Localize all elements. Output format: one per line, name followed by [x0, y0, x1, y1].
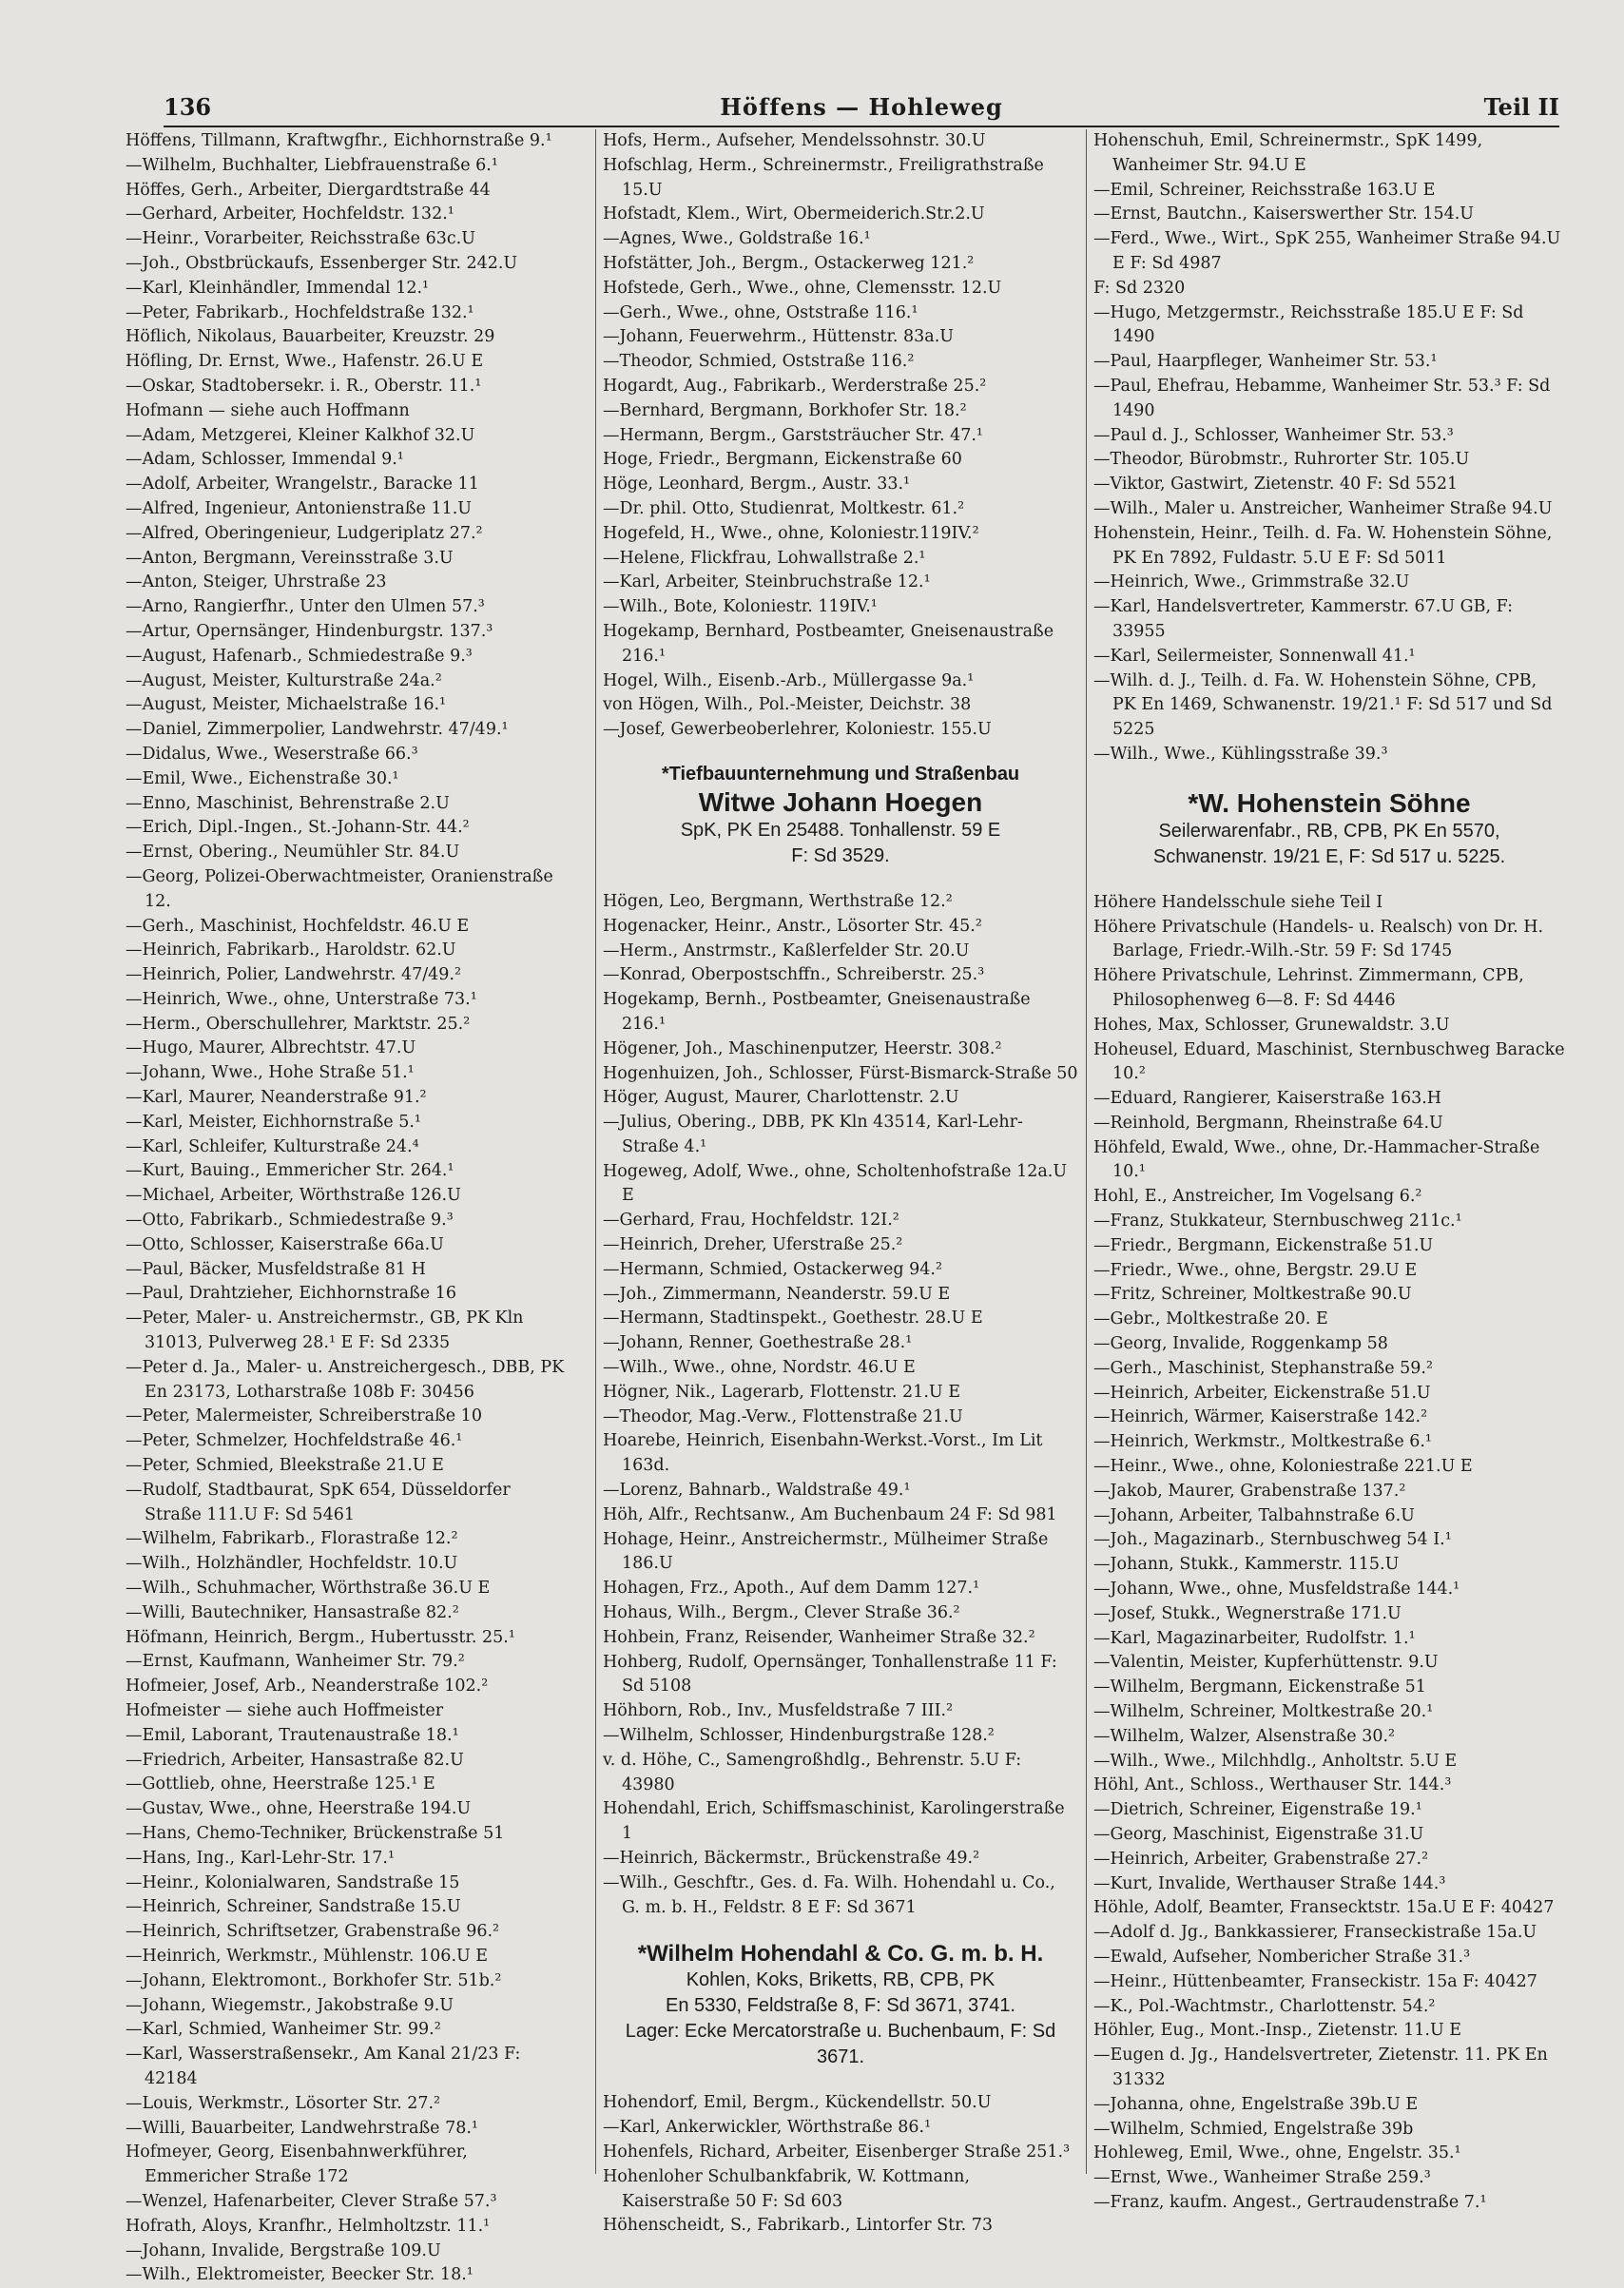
- directory-entry: Hohleweg, Emil, Wwe., ohne, Engelstr. 35.¹: [1093, 2143, 1461, 2163]
- ad-kicker: *Tiefbauunternehmung und Straßenbau: [661, 763, 1020, 785]
- directory-entry: Höhere Privatschule (Handels- u. Realsch) von Dr. H. Barlage, Friedr.-Wilh.-Str. 59 F: Sd 1745: [1093, 917, 1544, 961]
- directory-entry: —Alfred, Ingenieur, Antonienstraße 11.U: [126, 498, 473, 518]
- ad-line: En 5330, Feldstraße 8, F: Sd 3671, 3741.: [665, 1995, 1015, 2017]
- entry-list: [1093, 129, 1565, 767]
- directory-entry: Hohenfels, Richard, Arbeiter, Eisenberger Straße 251.³: [603, 2142, 1071, 2162]
- directory-entry: —Paul, Drahtzieher, Eichhornstraße 16: [126, 1284, 456, 1304]
- directory-entry: —Georg, Maschinist, Eigenstraße 31.U: [1093, 1825, 1424, 1844]
- directory-entry: Höflich, Nikolaus, Bauarbeiter, Kreuzstr. 29: [126, 327, 495, 347]
- directory-entry: Högener, Joh., Maschinenputzer, Heerstr. 308.²: [603, 1038, 1002, 1058]
- directory-entry: —Gottlieb, ohne, Heerstraße 125.¹ E: [126, 1774, 435, 1794]
- directory-entry: —Anton, Bergmann, Vereinsstraße 3.U: [126, 548, 454, 568]
- part-label: Teil II: [1483, 93, 1559, 121]
- directory-entry: —Paul, Bäcker, Musfeldstraße 81 H: [126, 1259, 426, 1279]
- ad-line: Lager: Ecke Mercatorstraße u. Buchenbaum, F: Sd 3671.: [625, 2021, 1056, 2068]
- directory-entry: —Heinrich, Bäckermstr., Brückenstraße 49.²: [603, 1849, 980, 1868]
- directory-entry: Hogekamp, Bernhard, Postbeamter, Gneisenaustraße 216.¹: [603, 621, 1054, 666]
- directory-entry: —Emil, Laborant, Trautenaustraße 18.¹: [126, 1725, 459, 1745]
- directory-entry: Hoheusel, Eduard, Maschinist, Sternbuschweg Baracke 10.²: [1093, 1039, 1565, 1084]
- directory-entry: —Alfred, Oberingenieur, Ludgeriplatz 27.²: [126, 523, 483, 543]
- directory-entry: Höhere Privatschule, Lehrinst. Zimmermann, CPB, Philosophenweg 6—8. F: Sd 4446: [1093, 966, 1524, 1010]
- directory-entry: —Artur, Opernsänger, Hindenburgstr. 137.³: [126, 621, 493, 641]
- directory-entry: —Adam, Schlosser, Immendal 9.¹: [126, 450, 404, 470]
- directory-entry: —Viktor, Gastwirt, Zietenstr. 40 F: Sd 5521: [1093, 475, 1459, 494]
- directory-entry: Hohenloher Schulbankfabrik, W. Kottmann, Kaiserstraße 50 F: Sd 603: [603, 2166, 971, 2211]
- directory-entry: —Hugo, Metzgermstr., Reichsstraße 185.U E F: Sd 1490: [1093, 302, 1524, 347]
- directory-entry: Höhle, Adolf, Beamter, Fransecktstr. 15a.U E F: 40427: [1093, 1898, 1555, 1918]
- directory-entry: Hofstede, Gerh., Wwe., ohne, Clemensstr. 12.U: [603, 278, 1002, 298]
- directory-entry: —Wilh., Elektromeister, Beecker Str. 18.¹: [126, 2265, 474, 2285]
- directory-entry: Höhfeld, Ewald, Wwe., ohne, Dr.-Hammacher-Straße 10.¹: [1093, 1137, 1540, 1182]
- directory-entry: —Peter, Malermeister, Schreiberstraße 10: [126, 1406, 482, 1426]
- directory-entry: —Heinrich, Schreiner, Sandstraße 15.U: [126, 1897, 461, 1917]
- directory-entry: —Heinrich, Arbeiter, Grabenstraße 27.²: [1093, 1849, 1429, 1869]
- directory-entry: —Karl, Wasserstraßensekr., Am Kanal 21/23 F: 42184: [126, 2045, 521, 2088]
- directory-entry: —Friedr., Bergmann, Eickenstraße 51.U: [1093, 1235, 1434, 1255]
- directory-entry: Hofschlag, Herm., Schreinermstr., Freiligrathstraße 15.U: [603, 155, 1044, 200]
- column-1: [126, 129, 572, 2285]
- directory-entry: —Ernst, Kaufmann, Wanheimer Str. 79.²: [126, 1652, 465, 1672]
- directory-entry: —Erich, Dipl.-Ingen., St.-Johann-Str. 44.²: [126, 818, 470, 838]
- directory-entry: —Eugen d. Jg., Handelsvertreter, Zietenstr. 11. PK En 31332: [1093, 2046, 1548, 2089]
- column-divider: [595, 129, 596, 2174]
- directory-entry: Hofstätter, Joh., Bergm., Ostackerweg 121.²: [603, 253, 975, 273]
- directory-entry: F: Sd 2320: [1093, 278, 1186, 298]
- directory-entry: —Theodor, Mag.-Verw., Flottenstraße 21.U: [603, 1406, 963, 1426]
- directory-entry: v. d. Höhe, C., Samengroßhdlg., Behrenstr. 5.U F: 43980: [603, 1750, 1022, 1794]
- directory-entry: —Kurt, Bauing., Emmericher Str. 264.¹: [126, 1161, 454, 1181]
- directory-entry: —Hermann, Stadtinspekt., Goethestr. 28.U E: [603, 1309, 983, 1328]
- advertisement-hoegen: [603, 764, 1078, 869]
- directory-entry: Hohage, Heinr., Anstreichermstr., Mülheimer Straße 186.U: [603, 1529, 1049, 1574]
- directory-entry: —Johann, Wwe., ohne, Musfeldstraße 144.¹: [1093, 1580, 1460, 1600]
- directory-entry: Hoge, Friedr., Bergmann, Eickenstraße 60: [603, 450, 962, 470]
- directory-entry: —Heinrich, Werkmstr., Mühlenstr. 106.U E: [126, 1946, 489, 1966]
- directory-entry: —Paul, Ehefrau, Hebamme, Wanheimer Str. 53.³ F: Sd 1490: [1093, 376, 1551, 420]
- directory-entry: —Wilhelm, Fabrikarb., Florastraße 12.²: [126, 1529, 458, 1549]
- directory-entry: —Karl, Kleinhändler, Immendal 12.¹: [126, 278, 430, 298]
- directory-entry: —Gerh., Wwe., ohne, Oststraße 116.¹: [603, 302, 918, 322]
- directory-entry: —Kurt, Invalide, Werthauser Straße 144.³: [1093, 1873, 1446, 1893]
- directory-entry: —August, Meister, Kulturstraße 24a.²: [126, 670, 442, 690]
- directory-entry: —Oskar, Stadtobersekr. i. R., Oberstr. 11.¹: [126, 376, 482, 396]
- directory-entry: —Gerh., Maschinist, Stephanstraße 59.²: [1093, 1358, 1433, 1378]
- entry-list: [603, 129, 1078, 743]
- directory-entry: —Wilh., Maler u. Anstreicher, Wanheimer Straße 94.U: [1093, 498, 1553, 518]
- directory-entry: Höhere Handelsschule siehe Teil I: [1093, 892, 1383, 912]
- advertisement-hohendahl: [603, 1941, 1078, 2070]
- directory-entry: —Rudolf, Stadtbaurat, SpK 654, Düsseldorfer Straße 111.U F: Sd 5461: [126, 1480, 511, 1524]
- directory-entry: Hogardt, Aug., Fabrikarb., Werderstraße 25.²: [603, 376, 987, 396]
- directory-entry: —Heinrich, Arbeiter, Eickenstraße 51.U: [1093, 1383, 1431, 1403]
- directory-entry: —Reinhold, Bergmann, Rheinstraße 64.U: [1093, 1113, 1443, 1133]
- directory-entry: Hohendahl, Erich, Schiffsmaschinist, Karolingerstraße 1: [603, 1799, 1065, 1844]
- directory-entry: —Karl, Ankerwickler, Wörthstraße 86.¹: [603, 2118, 932, 2138]
- directory-entry: Höhenscheidt, S., Fabrikarb., Lintorfer Str. 73: [603, 2216, 994, 2236]
- directory-entry: —Peter, Fabrikarb., Hochfeldstraße 132.¹: [126, 302, 474, 322]
- directory-entry: Höfling, Dr. Ernst, Wwe., Hafenstr. 26.U E: [126, 352, 484, 372]
- directory-entry: —Friedrich, Arbeiter, Hansastraße 82.U: [126, 1750, 464, 1770]
- directory-entry: —Peter, Schmied, Bleekstraße 21.U E: [126, 1456, 444, 1476]
- directory-entry: —Enno, Maschinist, Behrenstraße 2.U: [126, 793, 450, 813]
- directory-entry: —Gerh., Maschinist, Hochfeldstr. 46.U E: [126, 916, 470, 936]
- directory-entry: —Heinrich, Dreher, Uferstraße 25.²: [603, 1235, 903, 1255]
- directory-entry: Höhler, Eug., Mont.-Insp., Zietenstr. 11.U E: [1093, 2021, 1462, 2041]
- directory-entry: —Gustav, Wwe., ohne, Heerstraße 194.U: [126, 1799, 472, 1819]
- directory-entry: —Adolf d. Jg., Bankkassierer, Franseckistraße 15a.U: [1093, 1923, 1537, 1943]
- entry-list: [1093, 891, 1565, 2216]
- directory-entry: Hogefeld, H., Wwe., ohne, Koloniestr.119IV.²: [603, 523, 979, 543]
- directory-entry: —Johann, Wiegemstr., Jakobstraße 9.U: [126, 1995, 454, 2015]
- directory-entry: Högner, Nik., Lagerarb, Flottenstr. 21.U E: [603, 1382, 960, 1402]
- directory-entry: —Daniel, Zimmerpolier, Landwehrstr. 47/49.¹: [126, 720, 509, 740]
- directory-entry: —Johann, Wwe., Hohe Straße 51.¹: [126, 1063, 415, 1083]
- directory-entry: —Georg, Invalide, Roggenkamp 58: [1093, 1334, 1388, 1354]
- directory-entry: —Heinr., Vorarbeiter, Reichsstraße 63c.U: [126, 229, 475, 249]
- directory-entry: —Paul d. J., Schlosser, Wanheimer Str. 53.³: [1093, 425, 1454, 445]
- directory-entry: —Peter, Schmelzer, Hochfeldstraße 46.¹: [126, 1431, 463, 1451]
- directory-entry: —Heinrich, Wwe., Grimmstraße 32.U: [1093, 572, 1410, 592]
- directory-entry: —Adolf, Arbeiter, Wrangelstr., Baracke 11: [126, 475, 479, 494]
- directory-entry: —Wilhelm, Schreiner, Moltkestraße 20.¹: [1093, 1702, 1434, 1722]
- directory-entry: —Karl, Meister, Eichhornstraße 5.¹: [126, 1112, 421, 1132]
- directory-entry: —Wilh., Schuhmacher, Wörthstraße 36.U E: [126, 1579, 491, 1599]
- directory-entry: —Wilh., Wwe., Milchhdlg., Anholtstr. 5.U E: [1093, 1751, 1458, 1771]
- directory-entry: —Heinrich, Wärmer, Kaiserstraße 142.²: [1093, 1407, 1428, 1427]
- directory-entry: —Willi, Bauarbeiter, Landwehrstraße 78.¹: [126, 2118, 478, 2138]
- directory-entry: —Konrad, Oberpostschffn., Schreiberstr. 25.³: [603, 965, 985, 985]
- ad-company-name: *W. Hohenstein Söhne: [1188, 787, 1471, 818]
- directory-entry: —Herm., Oberschullehrer, Marktstr. 25.²: [126, 1014, 471, 1034]
- directory-entry: —Karl, Seilermeister, Sonnenwall 41.¹: [1093, 646, 1416, 666]
- directory-entry: —Karl, Magazinarbeiter, Rudolfstr. 1.¹: [1093, 1628, 1416, 1648]
- directory-entry: —Otto, Fabrikarb., Schmiedestraße 9.³: [126, 1211, 454, 1231]
- directory-entry: Hohendorf, Emil, Bergm., Kückendellstr. 50.U: [603, 2093, 992, 2113]
- entry-list: [603, 2091, 1078, 2239]
- directory-entry: —Theodor, Schmied, Oststraße 116.²: [603, 352, 915, 372]
- ad-line: Kohlen, Koks, Briketts, RB, CPB, PK: [686, 1969, 996, 1991]
- directory-entry: —Didalus, Wwe., Weserstraße 66.³: [126, 744, 418, 764]
- directory-entry: —Heinr., Hüttenbeamter, Franseckistr. 15a F: 40427: [1093, 1971, 1537, 1991]
- directory-entry: —Paul, Haarpfleger, Wanheimer Str. 53.¹: [1093, 352, 1438, 372]
- directory-entry: Höffens, Tillmann, Kraftwgfhr., Eichhornstraße 9.¹: [126, 131, 552, 150]
- directory-entry: Hofs, Herm., Aufseher, Mendelssohnstr. 30.U: [603, 131, 986, 150]
- directory-entry: —Josef, Gewerbeoberlehrer, Koloniestr. 155.U: [603, 720, 992, 740]
- directory-entry: —Adam, Metzgerei, Kleiner Kalkhof 32.U: [126, 425, 475, 445]
- directory-entry: Höffes, Gerh., Arbeiter, Diergardtstraße 44: [126, 180, 491, 200]
- directory-entry: —Ewald, Aufseher, Nombericher Straße 31.³: [1093, 1947, 1471, 1967]
- directory-entry: —Eduard, Rangierer, Kaiserstraße 163.H: [1093, 1089, 1442, 1109]
- directory-entry: —Bernhard, Bergmann, Borkhofer Str. 18.²: [603, 400, 967, 420]
- directory-entry: —Theodor, Bürobmstr., Ruhrorter Str. 105.U: [1093, 450, 1470, 470]
- ad-company-name: Witwe Johann Hoegen: [698, 786, 983, 817]
- directory-entry: —Arno, Rangierfhr., Unter den Ulmen 57.³: [126, 597, 485, 617]
- directory-entry: Hofmeier, Josef, Arb., Neanderstraße 102.²: [126, 1677, 489, 1697]
- directory-entry: Höge, Leonhard, Bergm., Austr. 33.¹: [603, 475, 911, 494]
- directory-entry: Hohaus, Wilh., Bergm., Clever Straße 36.²: [603, 1603, 960, 1623]
- directory-entry: —Joh., Obstbrückaufs, Essenberger Str. 242.U: [126, 253, 518, 273]
- entry-list: [603, 890, 1078, 1920]
- page-number: 136: [164, 93, 212, 121]
- directory-entry: —Helene, Flickfrau, Lohwallstraße 2.¹: [603, 548, 926, 568]
- directory-entry: —Otto, Schlosser, Kaiserstraße 66a.U: [126, 1234, 444, 1254]
- directory-entry: —Heinrich, Wwe., ohne, Unterstraße 73.¹: [126, 989, 477, 1009]
- ad-line: Schwanenstr. 19/21 E, F: Sd 517 u. 5225.: [1152, 845, 1506, 867]
- directory-entry: Höhborn, Rob., Inv., Musfeldstraße 7 III.²: [603, 1701, 954, 1721]
- directory-entry: —Emil, Schreiner, Reichsstraße 163.U E: [1093, 180, 1436, 200]
- directory-entry: —Karl, Handelsvertreter, Kammerstr. 67.U GB, F: 33955: [1093, 597, 1514, 641]
- directory-entry: —Friedr., Wwe., ohne, Bergstr. 29.U E: [1093, 1260, 1418, 1280]
- directory-entry: —Hans, Chemo-Techniker, Brückenstraße 51: [126, 1823, 505, 1843]
- directory-entry: Hogel, Wilh., Eisenb.-Arb., Müllergasse 9a.¹: [603, 670, 975, 690]
- directory-entry: —Johann, Stukk., Kammerstr. 115.U: [1093, 1555, 1400, 1575]
- directory-entry: —Wenzel, Hafenarbeiter, Clever Straße 57.³: [126, 2191, 497, 2211]
- directory-entry: —Wilh., Wwe., ohne, Nordstr. 46.U E: [603, 1358, 916, 1378]
- directory-entry: Hogenhuizen, Joh., Schlosser, Fürst-Bismarck-Straße 50: [603, 1063, 1078, 1083]
- directory-entry: —Johanna, ohne, Engelstraße 39b.U E: [1093, 2094, 1419, 2114]
- directory-entry: —Louis, Werkmstr., Lösorter Str. 27.²: [126, 2093, 441, 2113]
- directory-entry: —Johann, Invalide, Bergstraße 109.U: [126, 2240, 441, 2260]
- directory-entry: —Heinrich, Schriftsetzer, Grabenstraße 96.²: [126, 1922, 500, 1942]
- directory-entry: —Wilhelm, Schlosser, Hindenburgstraße 128.²: [603, 1726, 995, 1746]
- directory-entry: —Karl, Maurer, Neanderstraße 91.²: [126, 1088, 427, 1108]
- directory-entry: —Gebr., Moltkestraße 20. E: [1093, 1309, 1328, 1329]
- directory-entry: —Hugo, Maurer, Albrechtstr. 47.U: [126, 1038, 416, 1058]
- directory-entry: —Agnes, Wwe., Goldstraße 16.¹: [603, 229, 871, 249]
- directory-entry: —Ernst, Obering., Neumühler Str. 84.U: [126, 843, 460, 863]
- directory-entry: —August, Meister, Michaelstraße 16.¹: [126, 695, 447, 715]
- directory-entry: —Emil, Wwe., Eichenstraße 30.¹: [126, 768, 399, 788]
- ad-line: F: Sd 3529.: [791, 844, 890, 866]
- column-3: [1093, 129, 1565, 2250]
- directory-entry: —Franz, kaufm. Angest., Gertraudenstraße 7.¹: [1093, 2192, 1487, 2212]
- column-2: [603, 129, 1078, 2250]
- directory-entry: Högen, Leo, Bergmann, Werthstraße 12.²: [603, 891, 953, 911]
- directory-entry: Hohl, E., Anstreicher, Im Vogelsang 6.²: [1093, 1187, 1422, 1207]
- directory-entry: —Hans, Ing., Karl-Lehr-Str. 17.¹: [126, 1848, 395, 1868]
- page-range-title: Höffens — Hohleweg: [720, 93, 1003, 121]
- directory-entry: Höhl, Ant., Schloss., Werthauser Str. 144.³: [1093, 1775, 1452, 1795]
- directory-entry: Höfmann, Heinrich, Bergm., Hubertusstr. 25.¹: [126, 1627, 515, 1647]
- ad-company-name: *Wilhelm Hohendahl & Co. G. m. b. H.: [637, 1941, 1044, 1968]
- ad-line: Seilerwarenfabr., RB, CPB, PK En 5570,: [1158, 820, 1500, 842]
- directory-entry: —Julius, Obering., DBB, PK Kln 43514, Karl-Lehr-Straße 4.¹: [603, 1113, 1023, 1156]
- directory-entry: —Wilhelm, Buchhalter, Liebfrauenstraße 6.¹: [126, 155, 498, 175]
- directory-entry: Hohenschuh, Emil, Schreinermstr., SpK 1499, Wanheimer Str. 94.U E: [1093, 131, 1483, 175]
- directory-entry: —Gerhard, Arbeiter, Hochfeldstr. 132.¹: [126, 204, 454, 224]
- directory-entry: —Dr. phil. Otto, Studienrat, Moltkestr. 61.²: [603, 498, 965, 518]
- directory-entry: —Joh., Zimmermann, Neanderstr. 59.U E: [603, 1284, 951, 1304]
- directory-entry: —Wilhelm, Schmied, Engelstraße 39b: [1093, 2119, 1414, 2139]
- directory-entry: Höger, August, Maurer, Charlottenstr. 2.U: [603, 1088, 959, 1108]
- directory-entry: Hogeweg, Adolf, Wwe., ohne, Scholtenhofstraße 12a.U E: [603, 1161, 1068, 1206]
- directory-entry: —Johann, Feuerwehrm., Hüttenstr. 83a.U: [603, 327, 955, 347]
- directory-entry: Hofstadt, Klem., Wirt, Obermeiderich.Str.2.U: [603, 204, 985, 224]
- directory-entry: Hoarebe, Heinrich, Eisenbahn-Werkst.-Vorst., Im Lit 163d.: [603, 1431, 1043, 1476]
- directory-entry: Hogekamp, Bernh., Postbeamter, Gneisenaustraße 216.¹: [603, 990, 1031, 1034]
- directory-entry: —Dietrich, Schreiner, Eigenstraße 19.¹: [1093, 1800, 1422, 1820]
- directory-entry: —Willi, Bautechniker, Hansastraße 82.²: [126, 1602, 459, 1622]
- directory-entry: von Högen, Wilh., Pol.-Meister, Deichstr. 38: [603, 695, 972, 715]
- directory-entry: —Herm., Anstrmstr., Kaßlerfelder Str. 20.U: [603, 940, 970, 960]
- directory-entry: —Georg, Polizei-Oberwachtmeister, Oranienstraße 12.: [126, 866, 553, 911]
- directory-entry: Hohberg, Rudolf, Opernsänger, Tonhallenstraße 11 F: Sd 5108: [603, 1652, 1057, 1697]
- directory-entry: —Fritz, Schreiner, Moltkestraße 90.U: [1093, 1285, 1412, 1305]
- directory-entry: —Gerhard, Frau, Hochfeldstr. 12I.²: [603, 1211, 899, 1231]
- directory-entry: —Wilh., Geschftr., Ges. d. Fa. Wilh. Hohendahl u. Co., G. m. b. H., Feldstr. 8 E F: Sd 3671: [603, 1872, 1055, 1917]
- directory-entry: —Josef, Stukk., Wegnerstraße 171.U: [1093, 1603, 1402, 1623]
- directory-entry: —August, Hafenarb., Schmiedestraße 9.³: [126, 646, 473, 666]
- directory-entry: —Franz, Stukkateur, Sternbuschweg 211c.¹: [1093, 1212, 1462, 1231]
- directory-entry: —Wilh., Holzhändler, Hochfeldstr. 10.U: [126, 1554, 458, 1574]
- page-header: [164, 93, 1559, 127]
- directory-entry: Hofmann — siehe auch Hoffmann: [126, 400, 410, 420]
- directory-entry: —Karl, Arbeiter, Steinbruchstraße 12.¹: [603, 572, 931, 592]
- directory-entry: Hofmeister — siehe auch Hoffmeister: [126, 1701, 444, 1720]
- directory-entry: —Johann, Elektromont., Borkhofer Str. 51b.²: [126, 1970, 502, 1990]
- entry-list: [126, 129, 572, 2288]
- ad-line: SpK, PK En 25488. Tonhallenstr. 59 E: [680, 819, 1001, 841]
- column-divider: [1086, 129, 1087, 2174]
- directory-entry: —Joh., Magazinarb., Sternbuschweg 54 I.¹: [1093, 1530, 1452, 1550]
- directory-entry: Hohbein, Franz, Reisender, Wanheimer Straße 32.²: [603, 1627, 1035, 1647]
- directory-entry: —Wilh., Bote, Koloniestr. 119IV.¹: [603, 597, 878, 617]
- directory-entry: —Karl, Schmied, Wanheimer Str. 99.²: [126, 2020, 441, 2040]
- directory-entry: —Michael, Arbeiter, Wörthstraße 126.U: [126, 1186, 461, 1206]
- directory-entry: Hohenstein, Heinr., Teilh. d. Fa. W. Hohenstein Söhne, PK En 7892, Fuldastr. 5.U E F: Sd 5011: [1093, 523, 1553, 568]
- directory-entry: —Peter, Maler- u. Anstreichermstr., GB, PK Kln 31013, Pulverweg 28.¹ E F: Sd 2335: [126, 1309, 524, 1353]
- directory-entry: —Karl, Schleifer, Kulturstraße 24.⁴: [126, 1136, 419, 1156]
- directory-entry: —Wilh., Wwe., Kühlingsstraße 39.³: [1093, 744, 1388, 764]
- directory-entry: —Wilhelm, Walzer, Alsenstraße 30.²: [1093, 1726, 1396, 1746]
- directory-entry: Hofmeyer, Georg, Eisenbahnwerkführer, Emmericher Straße 172: [126, 2143, 468, 2187]
- directory-entry: —Wilhelm, Bergmann, Eickenstraße 51: [1093, 1677, 1426, 1697]
- directory-entry: —Ferd., Wwe., Wirt., SpK 255, Wanheimer Straße 94.U E F: Sd 4987: [1093, 229, 1561, 273]
- directory-entry: —Hermann, Bergm., Garststräucher Str. 47.¹: [603, 425, 983, 445]
- directory-entry: —Johann, Renner, Goethestraße 28.¹: [603, 1333, 913, 1353]
- directory-entry: —Wilh. d. J., Teilh. d. Fa. W. Hohenstein Söhne, CPB, PK En 1469, Schwanenstr. 19/21.¹ F: Sd 517 und Sd 5225: [1093, 670, 1553, 740]
- directory-entry: —Heinrich, Werkmstr., Moltkestraße 6.¹: [1093, 1432, 1432, 1452]
- directory-entry: Höh, Alfr., Rechtsanw., Am Buchenbaum 24 F: Sd 981: [603, 1504, 1057, 1524]
- directory-entry: —Hermann, Schmied, Ostackerweg 94.²: [603, 1259, 942, 1279]
- directory-entry: —Jakob, Maurer, Grabenstraße 137.²: [1093, 1481, 1406, 1501]
- directory-entry: —Peter d. Ja., Maler- u. Anstreichergesch., DBB, PK En 23173, Lotharstraße 108b F: 30456: [126, 1357, 565, 1402]
- directory-entry: —Anton, Steiger, Uhrstraße 23: [126, 572, 387, 592]
- directory-entry: —K., Pol.-Wachtmstr., Charlottenstr. 54.²: [1093, 1996, 1436, 2016]
- directory-entry: Hohagen, Frz., Apoth., Auf dem Damm 127.¹: [603, 1579, 980, 1599]
- directory-entry: Hohes, Max, Schlosser, Grunewaldstr. 3.U: [1093, 1015, 1450, 1035]
- directory-entry: —Heinrich, Fabrikarb., Haroldstr. 62.U: [126, 940, 456, 960]
- directory-entry: —Johann, Arbeiter, Talbahnstraße 6.U: [1093, 1505, 1415, 1525]
- directory-entry: Hogenacker, Heinr., Anstr., Lösorter Str. 45.²: [603, 916, 982, 936]
- directory-entry: —Lorenz, Bahnarb., Waldstraße 49.¹: [603, 1481, 911, 1501]
- directory-entry: —Ernst, Wwe., Wanheimer Straße 259.³: [1093, 2168, 1431, 2188]
- directory-entry: —Valentin, Meister, Kupferhüttenstr. 9.U: [1093, 1653, 1439, 1673]
- advertisement-hohenstein: [1093, 788, 1565, 870]
- directory-entry: —Heinr., Wwe., ohne, Koloniestraße 221.U E: [1093, 1457, 1473, 1477]
- directory-entry: —Ernst, Bautchn., Kaiserswerther Str. 154.U: [1093, 204, 1475, 224]
- directory-entry: —Heinr., Kolonialwaren, Sandstraße 15: [126, 1872, 460, 1892]
- directory-entry: —Heinrich, Polier, Landwehrstr. 47/49.²: [126, 965, 461, 985]
- directory-entry: Hofrath, Aloys, Kranfhr., Helmholtzstr. 11.¹: [126, 2216, 491, 2236]
